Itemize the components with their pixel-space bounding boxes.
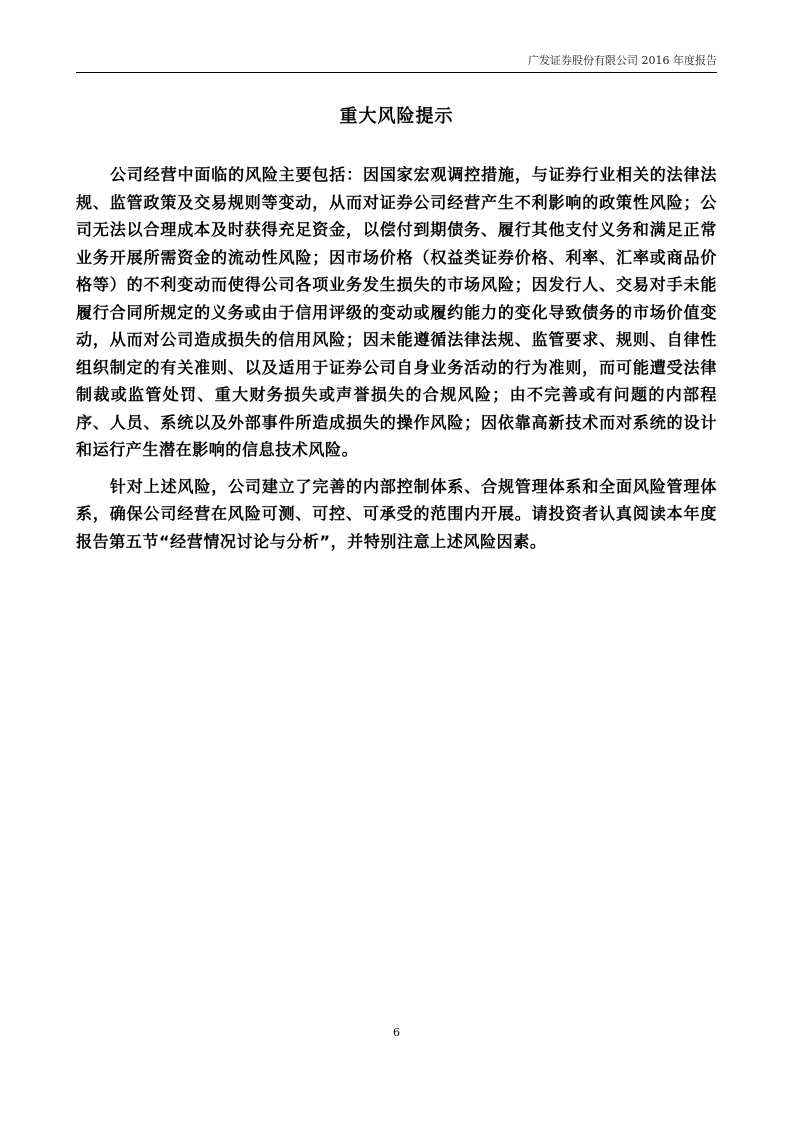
header-report-title: 广发证券股份有限公司 2016 年度报告 <box>528 54 717 67</box>
risk-paragraph-advice: 针对上述风险，公司建立了完善的内部控制体系、合规管理体系和全面风险管理体系，确保公司经营在风险可测、可控、可承受的范围内开展。请投资者认真阅读本年度报告第五节“经营情况讨论与分析”，并特别注意上述风险因素。 <box>76 476 717 551</box>
page-header <box>76 52 717 73</box>
body-text <box>76 161 717 564</box>
page-number: 6 <box>393 1026 400 1039</box>
section-title: 重大风险提示 <box>339 106 454 127</box>
risk-paragraph-main: 公司经营中面临的风险主要包括：因国家宏观调控措施，与证券行业相关的法律法规、监管政策及交易规则等变动，从而对证券公司经营产生不利影响的政策性风险；公司无法以合理成本及时获得充足资金，以偿付到期债务、履行其他支付义务和满足正常业务开展所需资金的流动性风险；因市场价格（权益类证券价格、利率、汇率或商品价格等）的不利变动而使得公司各项业务发生损失的市场风险；因发行人、交易对手未能履行合同所规定的义务或由于信用评级的变动或履约能力的变化导致债务的市场价值变动，从而对公司造成损失的信用风险；因未能遵循法律法规、监管要求、规则、自律性组织制定的有关准则、以及适用于证券公司自身业务活动的行为准则，而可能遭受法律制裁或监管处罚、重大财务损失或声誉损失的合规风险；由不完善或有问题的内部程序、人员、系统以及外部事件所造成损失的操作风险；因依靠高新技术而对系统的设计和运行产生潜在影响的信息技术风险。 <box>76 165 717 459</box>
